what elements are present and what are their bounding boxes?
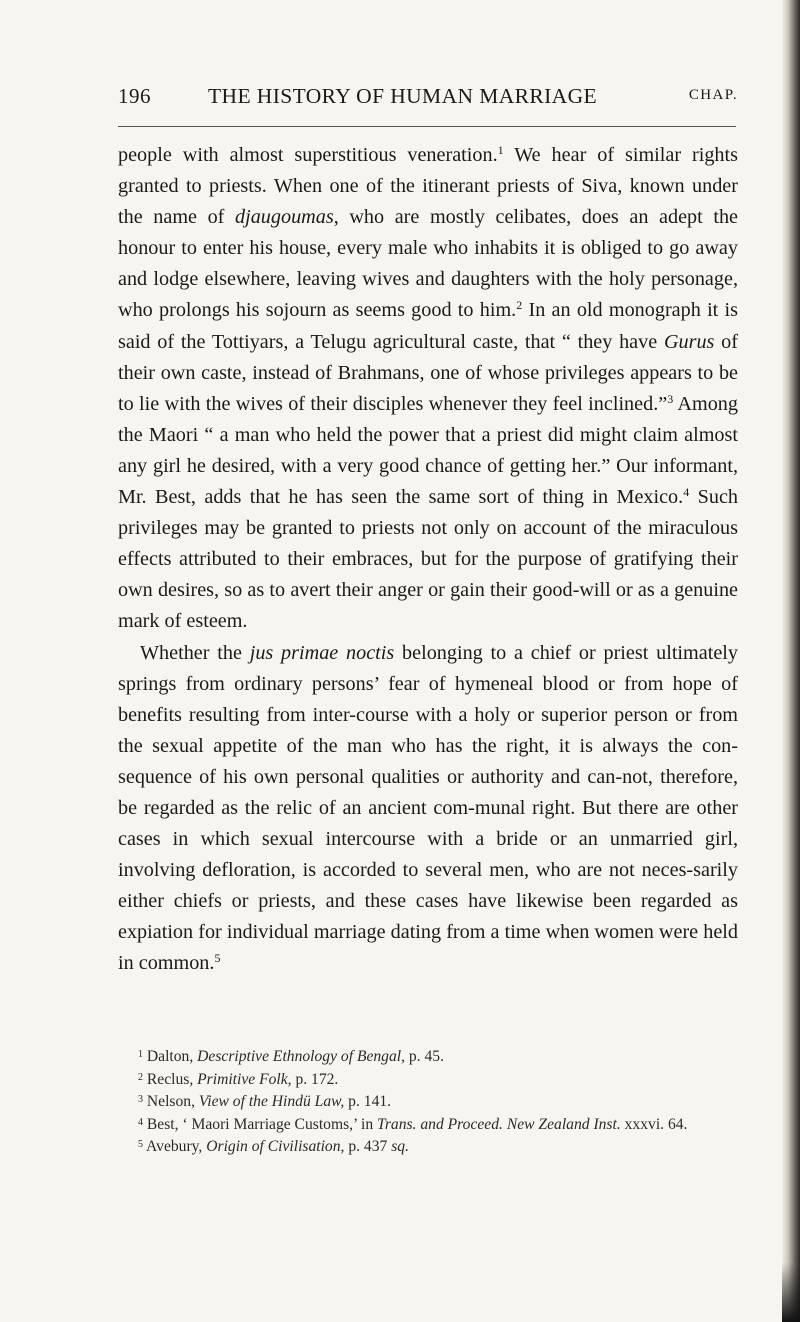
text-run: p. 437	[344, 1138, 392, 1156]
text-run: Reclus,	[143, 1070, 198, 1088]
italic-text: Primitive Folk,	[197, 1070, 292, 1088]
italic-text: sq.	[391, 1138, 409, 1156]
footnote-3	[118, 1091, 738, 1114]
text-run: belonging to a chief or priest ultimately springs from ordinary persons’ fear of hymeneal blood or from hope of benefits resulting from inter-course with a holy or superior person or from the sexual appetite of the man who has the right, it is always the con-sequence of his own personal qualities or authority and can-not, therefore, be regarded as the relic of an ancient com-munal right. But there are other cases in which sexual intercourse with a bride or an unmarried girl, involving defloration, is accorded to several men, who are not neces-sarily either chiefs or priests, and these cases have likewise been regarded as expiation for individual marriage dating from a time when women were held in common.	[118, 641, 738, 975]
running-header	[118, 84, 738, 114]
footnote-ref: 3	[667, 391, 674, 406]
header-rule	[118, 126, 736, 127]
text-run: Best, ‘ Maori Marriage Customs,’ in	[143, 1115, 378, 1133]
page-edge-shadow-bottom	[782, 1262, 800, 1322]
footnote-5	[118, 1136, 738, 1159]
text-run: Dalton,	[143, 1048, 198, 1065]
text-run: xxxvi. 64.	[620, 1115, 688, 1133]
page-edge-shadow	[782, 0, 800, 1322]
italic-text: Gurus	[663, 330, 715, 353]
italic-text: djaugoumas	[235, 206, 334, 229]
text-run: Whether the	[140, 641, 250, 664]
text-run: Among the Maori “ a man who held the power that a priest did might claim almost any girl he desired, with a very good chance of getting her.” Our informant, Mr. Best, adds that he has seen the same sort of thing in Mexico.	[118, 392, 738, 509]
text-run: In an old monograph it is said of the Tottiyars, a Telugu agricultural caste, that “ they have	[118, 299, 739, 353]
text-run: Such privileges may be granted to priests not only on account of the miraculous effects attributed to their embraces, but for the purpose of gratifying their own desires, so as to avert their anger or gain their good-will or as a genuine mark of esteem.	[118, 486, 738, 633]
footnote-4	[118, 1114, 738, 1137]
italic-text: View of the Hindü Law,	[198, 1093, 345, 1111]
italic-text: Descriptive Ethnology of Bengal,	[197, 1048, 406, 1065]
text-run: p. 45.	[405, 1048, 444, 1065]
italic-text: Trans. and Proceed. New Zealand Inst.	[377, 1115, 621, 1133]
body-text	[118, 140, 738, 980]
footnote-ref: 5	[138, 1139, 143, 1151]
text-run: p. 141.	[344, 1093, 392, 1111]
chapter-label: CHAP.	[688, 87, 738, 103]
footnote-ref: 4	[138, 1116, 143, 1128]
text-run: We hear of similar rights granted to priests. When one of the itinerant priests of Siva, known under the name of	[118, 144, 738, 229]
text-run: p. 172.	[291, 1070, 339, 1088]
paragraph-1	[118, 140, 738, 638]
footnote-ref: 1	[138, 1049, 143, 1060]
text-run: Nelson,	[143, 1093, 199, 1111]
footnote-ref: 2	[516, 298, 523, 313]
text-run: Avebury,	[143, 1138, 207, 1156]
page-number: 196	[118, 84, 151, 108]
text-run: of their own caste, instead of Brahmans, one of whose privileges appears to be to lie with the wives of their disciples whenever they feel inclined.”	[118, 330, 738, 415]
paragraph-2	[118, 638, 738, 980]
footnote-ref: 1	[497, 143, 504, 157]
running-title: THE HISTORY OF HUMAN MARRIAGE	[208, 84, 598, 108]
text-run: , who are mostly celibates, does an adept the honour to enter his house, every male who inhabits it is obliged to go away and lodge elsewhere, leaving wives and daughters with the holy personage, who prolongs his sojourn as seems good to him.	[118, 206, 738, 322]
italic-text: jus primae noctis	[249, 641, 395, 664]
footnote-2	[118, 1069, 738, 1092]
footnotes	[118, 1046, 738, 1159]
footnote-ref: 5	[214, 951, 221, 966]
italic-text: Origin of Civilisation,	[206, 1138, 345, 1156]
footnote-ref: 4	[683, 485, 690, 500]
text-run: people with almost superstitious veneration.	[118, 144, 498, 166]
footnote-ref: 3	[138, 1094, 143, 1106]
footnote-ref: 2	[138, 1071, 143, 1083]
footnote-1	[118, 1046, 738, 1069]
